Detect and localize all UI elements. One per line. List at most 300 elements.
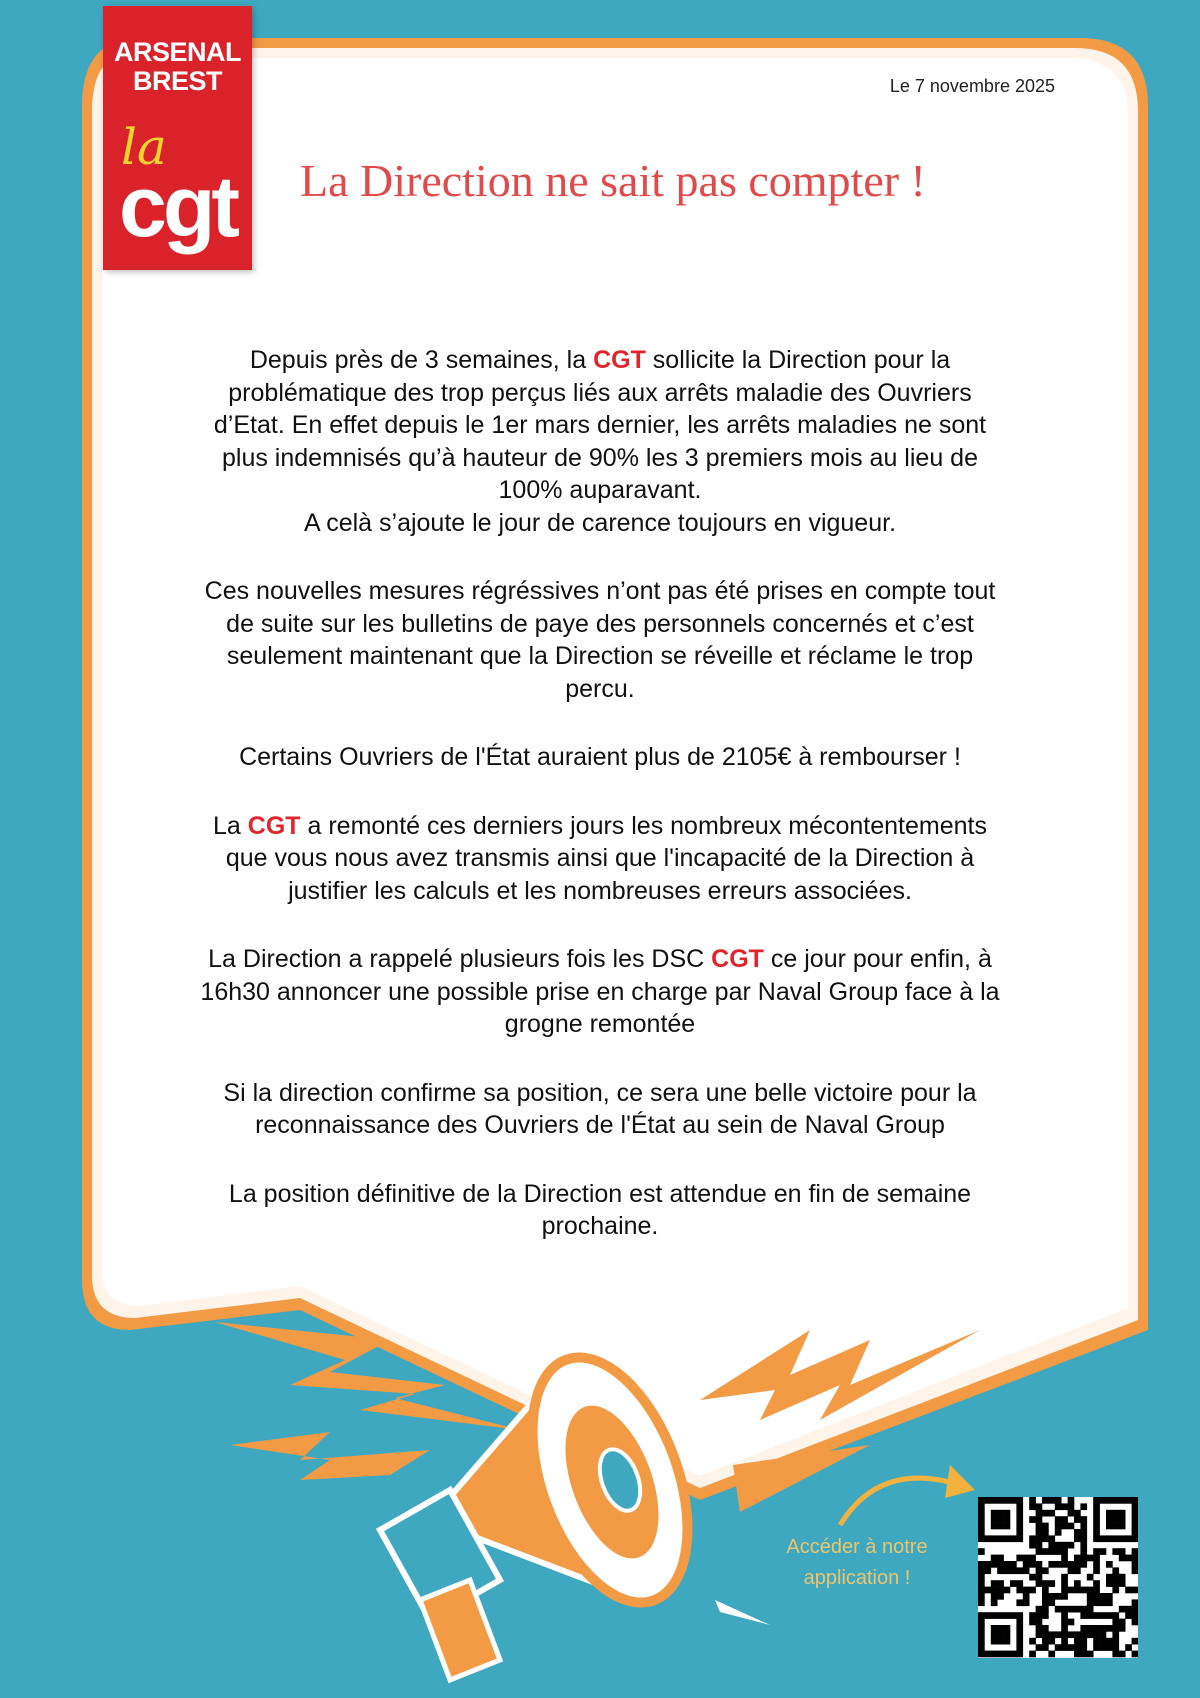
- qr-module: [1132, 1651, 1138, 1658]
- qr-module: [1106, 1516, 1113, 1523]
- qr-module: [1119, 1625, 1126, 1632]
- qr-module: [1036, 1619, 1043, 1626]
- qr-module: [1100, 1497, 1107, 1504]
- qr-module: [1042, 1638, 1049, 1645]
- qr-module: [1100, 1535, 1107, 1542]
- qr-module: [1119, 1510, 1126, 1517]
- qr-module: [997, 1555, 1004, 1562]
- qr-module: [1074, 1535, 1081, 1542]
- qr-module: [1023, 1567, 1030, 1574]
- qr-module: [1100, 1612, 1107, 1619]
- qr-module: [1010, 1612, 1017, 1619]
- qr-module: [1106, 1599, 1113, 1606]
- qr-module: [1055, 1561, 1062, 1568]
- qr-module: [984, 1535, 991, 1542]
- cgt-highlight: CGT: [247, 811, 301, 840]
- qr-module: [1132, 1503, 1138, 1510]
- qr-module: [1074, 1529, 1081, 1536]
- qr-module: [1132, 1561, 1138, 1568]
- qr-module: [1112, 1587, 1119, 1594]
- qr-module: [1029, 1638, 1036, 1645]
- qr-module: [1080, 1638, 1087, 1645]
- paragraph-5: La Direction a rappelé plusieurs fois les DSC CGT ce jour pour enfin, à 16h30 annoncer une possible prise en charge par Naval Group face à la grogne remontée: [200, 945, 1000, 1038]
- qr-module: [1042, 1631, 1049, 1638]
- paragraph-7: La position définitive de la Direction est attendue en fin de semaine prochaine.: [228, 1179, 972, 1240]
- qr-module: [1004, 1631, 1011, 1638]
- qr-module: [978, 1593, 985, 1600]
- qr-module: [1106, 1580, 1113, 1587]
- qr-module: [1036, 1542, 1043, 1549]
- qr-module: [1036, 1510, 1043, 1517]
- lightning-bolt-icon: [230, 1432, 430, 1480]
- qr-module: [1112, 1497, 1119, 1504]
- qr-module: [1106, 1593, 1113, 1600]
- qr-module: [1132, 1587, 1138, 1594]
- qr-module: [1029, 1516, 1036, 1523]
- qr-module: [1132, 1535, 1138, 1542]
- qr-module: [1125, 1535, 1132, 1542]
- qr-module: [1055, 1548, 1062, 1555]
- qr-module: [1036, 1503, 1043, 1510]
- qr-module: [978, 1644, 985, 1651]
- qr-module: [991, 1612, 998, 1619]
- qr-module: [978, 1548, 985, 1555]
- qr-module: [1106, 1625, 1113, 1632]
- qr-module: [1093, 1548, 1100, 1555]
- body-text: [100, 344, 1100, 1279]
- qr-module: [1087, 1599, 1094, 1606]
- qr-module: [1016, 1567, 1023, 1574]
- qr-module: [1010, 1567, 1017, 1574]
- qr-module: [997, 1625, 1004, 1632]
- arrow-head-icon: [945, 1465, 975, 1498]
- qr-module: [1093, 1638, 1100, 1645]
- qr-module: [1119, 1523, 1126, 1530]
- qr-module: [1061, 1638, 1068, 1645]
- qr-module: [1061, 1542, 1068, 1549]
- qr-module: [991, 1561, 998, 1568]
- qr-module: [1068, 1542, 1075, 1549]
- qr-module: [1093, 1625, 1100, 1632]
- qr-module: [1132, 1555, 1138, 1562]
- qr-module: [1016, 1619, 1023, 1626]
- qr-module: [1087, 1555, 1094, 1562]
- qr-module: [1087, 1593, 1094, 1600]
- qr-module: [1010, 1580, 1017, 1587]
- qr-code[interactable]: [978, 1497, 1138, 1658]
- qr-module: [991, 1510, 998, 1517]
- qr-module: [1100, 1631, 1107, 1638]
- qr-module: [1061, 1503, 1068, 1510]
- qr-module: [991, 1523, 998, 1530]
- qr-module: [1080, 1542, 1087, 1549]
- qr-module: [1112, 1625, 1119, 1632]
- qr-module: [1029, 1574, 1036, 1581]
- qr-module: [1016, 1625, 1023, 1632]
- qr-module: [1106, 1523, 1113, 1530]
- qr-module: [1093, 1523, 1100, 1530]
- qr-module: [1119, 1516, 1126, 1523]
- qr-module: [1004, 1625, 1011, 1632]
- qr-module: [1004, 1523, 1011, 1530]
- qr-module: [1061, 1580, 1068, 1587]
- qr-module: [991, 1599, 998, 1606]
- qr-module: [1074, 1555, 1081, 1562]
- qr-module: [1074, 1651, 1081, 1658]
- qr-module: [1016, 1503, 1023, 1510]
- qr-module: [1004, 1510, 1011, 1517]
- qr-module: [1061, 1555, 1068, 1562]
- paragraph-2: Ces nouvelles mesures régréssives n’ont pas été prises en compte tout de suite sur les bulletins de paye des personnels concernés et c’est seulement maintenant que la Direction se réveille et réclame le trop percu.: [204, 577, 996, 703]
- qr-module: [1080, 1516, 1087, 1523]
- date: Le 7 novembre 2025: [889, 76, 1055, 96]
- qr-module: [978, 1567, 985, 1574]
- qr-module: [1023, 1599, 1030, 1606]
- qr-module: [1132, 1606, 1138, 1613]
- qr-module: [1055, 1523, 1062, 1530]
- qr-module: [1074, 1631, 1081, 1638]
- qr-module: [1100, 1593, 1107, 1600]
- qr-module: [1029, 1619, 1036, 1626]
- qr-module: [1080, 1555, 1087, 1562]
- qr-module: [1016, 1523, 1023, 1530]
- qr-module: [1036, 1606, 1043, 1613]
- qr-module: [1080, 1523, 1087, 1530]
- qr-module: [978, 1587, 985, 1594]
- qr-module: [1048, 1593, 1055, 1600]
- qr-module: [1087, 1651, 1094, 1658]
- qr-module: [1029, 1535, 1036, 1542]
- qr-module: [1061, 1516, 1068, 1523]
- qr-module: [1029, 1612, 1036, 1619]
- qr-module: [1036, 1644, 1043, 1651]
- qr-module: [1074, 1606, 1081, 1613]
- qr-module: [1042, 1599, 1049, 1606]
- qr-module: [1048, 1631, 1055, 1638]
- qr-module: [1132, 1599, 1138, 1606]
- qr-module: [978, 1599, 985, 1606]
- qr-module: [1080, 1631, 1087, 1638]
- qr-module: [978, 1651, 985, 1658]
- qr-module: [978, 1619, 985, 1626]
- qr-module: [1016, 1612, 1023, 1619]
- qr-module: [1061, 1631, 1068, 1638]
- qr-module: [997, 1631, 1004, 1638]
- qr-module: [1074, 1561, 1081, 1568]
- qr-module: [1036, 1529, 1043, 1536]
- qr-module: [984, 1497, 991, 1504]
- qr-module: [978, 1631, 985, 1638]
- qr-module: [991, 1580, 998, 1587]
- qr-module: [1036, 1548, 1043, 1555]
- qr-module: [984, 1567, 991, 1574]
- paragraph-3: Certains Ouvriers de l'État auraient plus de 2105€ à rembourser !: [239, 743, 961, 771]
- qr-module: [991, 1587, 998, 1594]
- qr-module: [1119, 1555, 1126, 1562]
- qr-module: [978, 1574, 985, 1581]
- qr-module: [1048, 1548, 1055, 1555]
- qr-module: [1112, 1580, 1119, 1587]
- qr-module: [1042, 1587, 1049, 1594]
- qr-module: [1132, 1619, 1138, 1626]
- qr-module: [1004, 1651, 1011, 1658]
- qr-module: [1074, 1587, 1081, 1594]
- qr-module: [1055, 1644, 1062, 1651]
- qr-module: [1004, 1561, 1011, 1568]
- logo-cgt: cgt: [119, 159, 236, 255]
- qr-module: [1112, 1619, 1119, 1626]
- qr-module: [991, 1625, 998, 1632]
- qr-module: [1093, 1529, 1100, 1536]
- qr-module: [1068, 1567, 1075, 1574]
- qr-module: [1112, 1567, 1119, 1574]
- qr-module: [1042, 1593, 1049, 1600]
- app-cta: Accéder à notre application !: [786, 1536, 928, 1589]
- qr-module: [1125, 1612, 1132, 1619]
- qr-module: [1080, 1587, 1087, 1594]
- qr-module: [991, 1535, 998, 1542]
- qr-module: [978, 1529, 985, 1536]
- qr-module: [1029, 1651, 1036, 1658]
- qr-module: [1093, 1612, 1100, 1619]
- qr-module: [1048, 1651, 1055, 1658]
- qr-module: [1004, 1587, 1011, 1594]
- qr-module: [997, 1567, 1004, 1574]
- qr-module: [1068, 1510, 1075, 1517]
- qr-module: [991, 1555, 998, 1562]
- qr-module: [1087, 1574, 1094, 1581]
- qr-module: [1106, 1561, 1113, 1568]
- qr-module: [1100, 1638, 1107, 1645]
- qr-module: [1106, 1644, 1113, 1651]
- qr-module: [1029, 1587, 1036, 1594]
- qr-module: [1055, 1529, 1062, 1536]
- qr-module: [1112, 1612, 1119, 1619]
- qr-module: [1132, 1567, 1138, 1574]
- qr-module: [1029, 1542, 1036, 1549]
- qr-module: [1016, 1644, 1023, 1651]
- qr-module: [1010, 1535, 1017, 1542]
- qr-module: [1093, 1599, 1100, 1606]
- qr-module: [1042, 1580, 1049, 1587]
- paragraph-1: Depuis près de 3 semaines, la CGT sollicite la Direction pour la problématique des trop perçus liés aux arrêts maladie des Ouvriers d’Etat. En effet depuis le 1er mars dernier, les arrêts maladies ne sont plus indemnisés qu’à hauteur de 90% les 3 premiers mois au lieu de 100% auparavant. A celà s’ajoute le jour de carence toujours en vigueur.: [213, 346, 987, 537]
- qr-module: [1029, 1561, 1036, 1568]
- qr-module: [1119, 1574, 1126, 1581]
- qr-module: [1061, 1612, 1068, 1619]
- qr-module: [1004, 1535, 1011, 1542]
- qr-module: [1068, 1523, 1075, 1530]
- qr-module: [1042, 1497, 1049, 1504]
- qr-module: [978, 1510, 985, 1517]
- qr-module: [1080, 1612, 1087, 1619]
- qr-module: [1036, 1561, 1043, 1568]
- qr-module: [1016, 1599, 1023, 1606]
- qr-module: [1074, 1567, 1081, 1574]
- qr-module: [1068, 1561, 1075, 1568]
- qr-module: [1132, 1497, 1138, 1504]
- qr-module: [1004, 1497, 1011, 1504]
- qr-module: [1132, 1523, 1138, 1530]
- qr-module: [1004, 1638, 1011, 1645]
- qr-module: [1080, 1561, 1087, 1568]
- qr-module: [1080, 1503, 1087, 1510]
- qr-module: [1055, 1606, 1062, 1613]
- qr-module: [1112, 1631, 1119, 1638]
- qr-module: [1055, 1503, 1062, 1510]
- qr-module: [1016, 1529, 1023, 1536]
- qr-module: [1029, 1555, 1036, 1562]
- qr-module: [1061, 1574, 1068, 1581]
- logo-la: la: [121, 118, 167, 176]
- qr-module: [1068, 1606, 1075, 1613]
- qr-module: [1106, 1638, 1113, 1645]
- qr-module: [1036, 1625, 1043, 1632]
- qr-module: [978, 1523, 985, 1530]
- qr-module: [1004, 1612, 1011, 1619]
- qr-module: [1010, 1561, 1017, 1568]
- qr-module: [1061, 1548, 1068, 1555]
- paragraph-6: Si la direction confirme sa position, ce sera une belle victoire pour la reconnaissance des Ouvriers de l'État au sein de Naval Group: [223, 1078, 977, 1139]
- qr-module: [1036, 1516, 1043, 1523]
- qr-module: [1074, 1510, 1081, 1517]
- qr-module: [1048, 1638, 1055, 1645]
- qr-module: [997, 1535, 1004, 1542]
- qr-module: [1023, 1587, 1030, 1594]
- qr-module: [1112, 1548, 1119, 1555]
- qr-module: [1112, 1638, 1119, 1645]
- qr-module: [997, 1497, 1004, 1504]
- qr-module: [1132, 1612, 1138, 1619]
- qr-module: [1106, 1497, 1113, 1504]
- qr-module: [1016, 1516, 1023, 1523]
- cgt-highlight: CGT: [711, 945, 764, 973]
- qr-module: [1055, 1516, 1062, 1523]
- qr-module: [1036, 1574, 1043, 1581]
- qr-module: [1093, 1503, 1100, 1510]
- qr-module: [1100, 1625, 1107, 1632]
- qr-module: [1029, 1497, 1036, 1504]
- qr-module: [1068, 1497, 1075, 1504]
- qr-module: [1093, 1561, 1100, 1568]
- qr-module: [1016, 1497, 1023, 1504]
- qr-module: [1042, 1510, 1049, 1517]
- qr-module: [1068, 1631, 1075, 1638]
- qr-module: [1061, 1625, 1068, 1632]
- qr-module: [1119, 1548, 1126, 1555]
- qr-module: [1100, 1644, 1107, 1651]
- qr-module: [1132, 1510, 1138, 1517]
- qr-module: [1119, 1580, 1126, 1587]
- qr-module: [984, 1561, 991, 1568]
- qr-module: [1016, 1510, 1023, 1517]
- qr-module: [1048, 1561, 1055, 1568]
- qr-module: [991, 1631, 998, 1638]
- qr-module: [1036, 1580, 1043, 1587]
- qr-module: [1112, 1644, 1119, 1651]
- qr-module: [997, 1516, 1004, 1523]
- qr-module: [1100, 1548, 1107, 1555]
- qr-module: [1074, 1644, 1081, 1651]
- qr-module: [997, 1510, 1004, 1517]
- qr-module: [1112, 1535, 1119, 1542]
- qr-module: [1042, 1644, 1049, 1651]
- qr-module: [1125, 1644, 1132, 1651]
- qr-module: [1048, 1580, 1055, 1587]
- cgt-logo: [103, 6, 252, 270]
- qr-module: [1080, 1529, 1087, 1536]
- qr-module: [1093, 1555, 1100, 1562]
- qr-module: [1080, 1535, 1087, 1542]
- qr-module: [978, 1535, 985, 1542]
- qr-module: [1087, 1625, 1094, 1632]
- qr-module: [991, 1593, 998, 1600]
- qr-module: [1119, 1651, 1126, 1658]
- qr-module: [1042, 1612, 1049, 1619]
- qr-module: [991, 1516, 998, 1523]
- qr-module: [1023, 1555, 1030, 1562]
- qr-module: [1048, 1542, 1055, 1549]
- qr-module: [1016, 1555, 1023, 1562]
- qr-module: [1132, 1516, 1138, 1523]
- qr-module: [1042, 1606, 1049, 1613]
- qr-module: [1132, 1548, 1138, 1555]
- qr-module: [1048, 1497, 1055, 1504]
- qr-module: [1042, 1529, 1049, 1536]
- qr-module: [997, 1651, 1004, 1658]
- qr-module: [1042, 1625, 1049, 1632]
- qr-module: [997, 1638, 1004, 1645]
- qr-module: [1036, 1567, 1043, 1574]
- qr-module: [991, 1638, 998, 1645]
- qr-module: [1036, 1612, 1043, 1619]
- qr-module: [1068, 1644, 1075, 1651]
- qr-module: [997, 1587, 1004, 1594]
- qr-module: [1106, 1574, 1113, 1581]
- qr-module: [1048, 1535, 1055, 1542]
- qr-module: [978, 1580, 985, 1587]
- qr-module: [1080, 1651, 1087, 1658]
- qr-module: [1055, 1631, 1062, 1638]
- qr-module: [1106, 1612, 1113, 1619]
- qr-module: [1010, 1497, 1017, 1504]
- qr-module: [978, 1561, 985, 1568]
- qr-module: [1093, 1631, 1100, 1638]
- qr-module: [1112, 1523, 1119, 1530]
- qr-module: [1042, 1548, 1049, 1555]
- qr-module: [1112, 1574, 1119, 1581]
- qr-module: [997, 1523, 1004, 1530]
- qr-module: [1036, 1631, 1043, 1638]
- qr-module: [1132, 1638, 1138, 1645]
- qr-module: [1106, 1535, 1113, 1542]
- qr-module: [1112, 1651, 1119, 1658]
- qr-module: [984, 1651, 991, 1658]
- qr-module: [1029, 1503, 1036, 1510]
- qr-module: [1068, 1619, 1075, 1626]
- qr-module: [1048, 1510, 1055, 1517]
- qr-module: [984, 1587, 991, 1594]
- qr-module: [978, 1497, 985, 1504]
- qr-module: [1048, 1599, 1055, 1606]
- qr-module: [1061, 1606, 1068, 1613]
- qr-module: [1080, 1625, 1087, 1632]
- qr-module: [978, 1612, 985, 1619]
- qr-module: [1074, 1580, 1081, 1587]
- qr-module: [1093, 1587, 1100, 1594]
- qr-module: [1087, 1612, 1094, 1619]
- qr-module: [1055, 1497, 1062, 1504]
- qr-module: [1004, 1567, 1011, 1574]
